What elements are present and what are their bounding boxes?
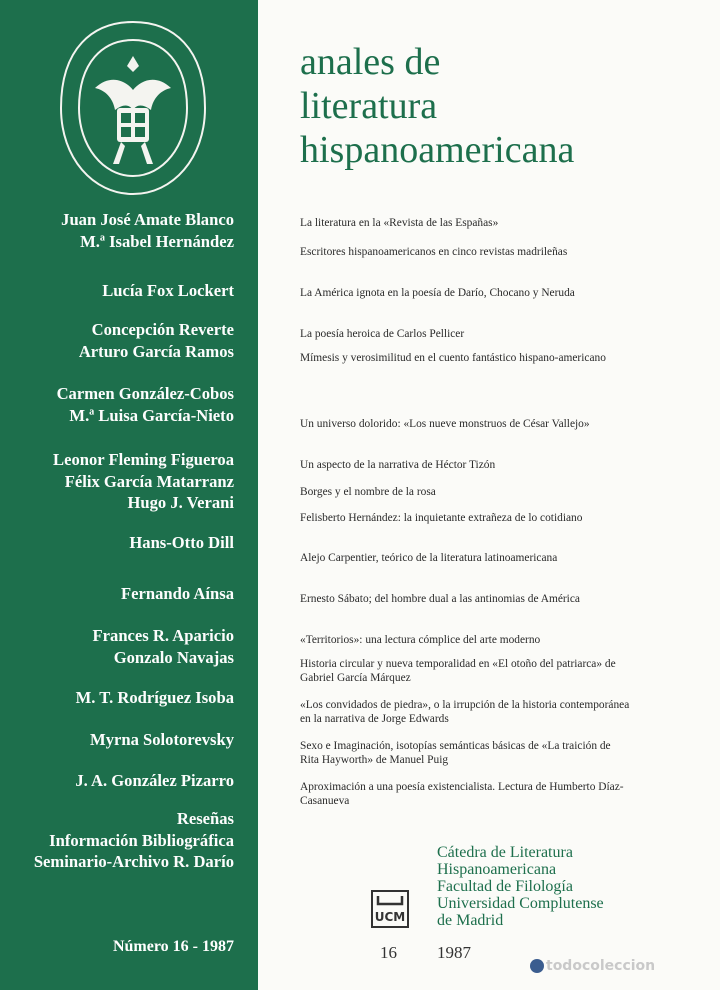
title-line: anales de: [300, 41, 441, 83]
journal-title: [300, 40, 574, 172]
author-name: M. T. Rodríguez Isoba: [75, 688, 234, 707]
publisher-block: [437, 844, 604, 929]
contents-entry: Un universo dolorido: «Los nueve monstruos de César Vallejo»: [300, 418, 590, 430]
contents-entry: Ernesto Sábato; del hombre dual a las antinomias de América: [300, 593, 580, 605]
university-seal-logo: [55, 18, 211, 198]
author-group: [102, 280, 234, 302]
author-name: Reseñas: [176, 809, 234, 828]
contents-entry: Alejo Carpentier, teórico de la literatura latinoamericana: [300, 552, 558, 564]
publisher-line: Facultad de Filología: [437, 878, 573, 895]
author-name: Frances R. Aparicio: [92, 626, 234, 645]
author-group: [90, 729, 234, 751]
contents-entry: «Los convidados de piedra», o la irrupción de la historia contemporánea en la narrativa de Jorge Edwards: [300, 699, 630, 725]
author-name: Concepción Reverte: [91, 320, 234, 339]
author-name: Hugo J. Verani: [127, 493, 234, 512]
author-group: [75, 770, 234, 792]
contents-entry: Un aspecto de la narrativa de Héctor Tizón: [300, 459, 496, 471]
author-name: Hans-Otto Dill: [129, 533, 234, 552]
contents-entry: Felisberto Hernández: la inquietante extrañeza de lo cotidiano: [300, 512, 583, 524]
title-line: hispanoamericana: [300, 129, 575, 171]
issue-number: 16: [380, 943, 397, 962]
author-group: [121, 583, 234, 605]
author-name: Juan José Amate Blanco: [61, 210, 234, 229]
publisher-line: Hispanoamericana: [437, 861, 557, 878]
contents-entry: Borges y el nombre de la rosa: [300, 486, 436, 498]
author-name: Leonor Fleming Figueroa: [53, 450, 234, 469]
publisher-line: de Madrid: [437, 912, 504, 929]
contents-entry: Historia circular y nueva temporalidad en «El otoño del patriarca» de Gabriel García Márquez: [300, 658, 616, 684]
author-name: Lucía Fox Lockert: [102, 281, 234, 300]
author-name: Información Bibliográfica: [49, 830, 234, 850]
author-group: [34, 808, 234, 873]
author-group: [53, 449, 234, 514]
title-line: literatura: [300, 85, 438, 127]
contents-entry: Sexo e Imaginación, isotopías semánticas básicas de «La traición de Rita Hayworth» de Manuel Puig: [300, 740, 611, 766]
watermark: [530, 958, 655, 974]
contents-entry: «Territorios»: una lectura cómplice del arte moderno: [300, 634, 541, 646]
author-group: [57, 383, 234, 426]
watermark-dot-icon: [530, 959, 544, 973]
author-name: Gonzalo Navajas: [113, 647, 234, 667]
author-name: M.ª Luisa García-Nieto: [69, 405, 234, 425]
contents-entry: Escritores hispanoamericanos en cinco revistas madrileñas: [300, 246, 568, 258]
author-name: Fernando Aínsa: [121, 584, 234, 603]
author-name: Myrna Solotorevsky: [90, 730, 234, 749]
author-name: Carmen González-Cobos: [56, 384, 234, 403]
logo-text: UCM: [374, 910, 406, 924]
author-name: Arturo García Ramos: [78, 341, 234, 361]
publisher-line: Cátedra de Literatura: [437, 844, 573, 861]
author-group: [79, 319, 234, 362]
author-group: [129, 532, 234, 554]
author-group: [61, 209, 234, 252]
publisher-line: Universidad Complutense: [437, 895, 604, 912]
issue-year: 1987: [437, 943, 471, 962]
contents-entry: La literatura en la «Revista de las Españas»: [300, 217, 499, 229]
contents-entry: Mímesis y verosimilitud en el cuento fantástico hispano-americano: [300, 352, 606, 364]
watermark-text: todocoleccion: [546, 958, 656, 974]
author-name: J. A. González Pizarro: [75, 771, 234, 790]
author-group: [76, 687, 234, 709]
author-group: [93, 625, 234, 668]
author-name: M.ª Isabel Hernández: [80, 231, 234, 251]
author-name: Seminario-Archivo R. Darío: [33, 852, 234, 871]
issue-label: Número 16 - 1987: [112, 938, 234, 955]
author-name: Félix García Matarranz: [64, 471, 234, 491]
contents-entry: Aproximación a una poesía existencialista. Lectura de Humberto Díaz-Casanueva: [300, 781, 624, 807]
contents-entry: La América ignota en la poesía de Darío, Chocano y Neruda: [300, 287, 575, 299]
contents-entry: La poesía heroica de Carlos Pellicer: [300, 328, 465, 340]
ucm-logo: [371, 890, 409, 928]
